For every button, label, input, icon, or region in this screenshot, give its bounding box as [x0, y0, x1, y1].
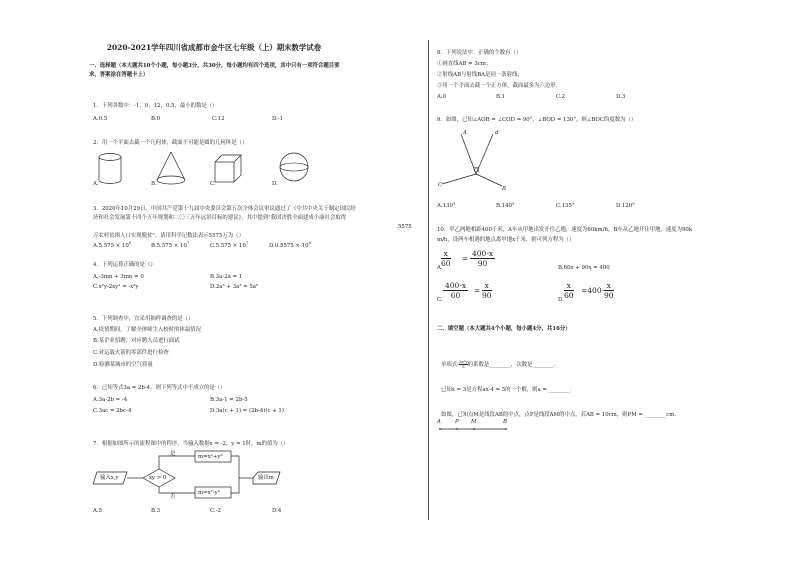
- section1-heading: 一、选择题（本大题共10个小题，每小题3分，共30分，每小题均有四个选项，其中只有一项符合题目要: [89, 63, 340, 69]
- q9-option-b[interactable]: B.140°: [496, 203, 515, 209]
- q2-stem: 2．用一个平面去截一个几何体，截面不可能是圆的几何体是（）: [93, 140, 248, 146]
- q10-c-equals: =: [474, 286, 481, 295]
- q3-option-a[interactable]: $A.5.575 \times 10^6$: [93, 240, 132, 249]
- q4-option-d[interactable]: D.2a³ + 3a³ = 5a⁶: [210, 284, 259, 290]
- q10-a-equals: =: [462, 254, 469, 263]
- q7-option-d[interactable]: D.4: [272, 508, 282, 514]
- q10-c-frac1: $\frac{400-x}{60}$: [445, 281, 467, 300]
- q1-option-b[interactable]: B.0: [151, 116, 161, 122]
- q1-option-a[interactable]: A.0.5: [93, 116, 108, 122]
- q8-stem: 8．下列说法中：正确的个数有（）: [437, 50, 522, 56]
- q3-option-c[interactable]: $C.5.575 \times 10^7$: [210, 240, 249, 249]
- q6-option-a[interactable]: A.3a-2b = -4: [93, 397, 128, 403]
- q3-line4: 万农村贫困人口实现脱贫"。请用科学记数法表示5575万为（）: [93, 233, 244, 239]
- flow-output: 输出m: [258, 475, 274, 481]
- q1-option-c[interactable]: C.12: [212, 116, 225, 122]
- column-divider: [428, 40, 429, 520]
- q8-statement-1: ①画直线AB = 3cm；: [437, 61, 492, 67]
- q3-option-d[interactable]: $D.0.5575 \times 10^8$: [269, 240, 312, 249]
- q10-option-d-label[interactable]: D.: [558, 297, 564, 303]
- q8-option-d[interactable]: D.3: [616, 94, 626, 100]
- q7-option-a[interactable]: A.5: [93, 508, 103, 514]
- page-title: 2020-2021学年四川省成都市金牛区七年级（上）期末数学试卷: [106, 43, 322, 52]
- q10-c-frac2: $\frac{x}{90}$: [482, 281, 492, 300]
- q10-d-frac2: $\frac{x}{90}$: [604, 281, 614, 300]
- q10-a-frac1: $\frac{x}{60}$: [441, 249, 451, 268]
- q8-option-a[interactable]: A.0: [437, 94, 447, 100]
- q7-option-c[interactable]: C.-2: [210, 508, 221, 514]
- q12-text: 已知x = 3是方程ax-4 = 5的一个解，则a = ________．: [441, 387, 576, 393]
- q7-option-b[interactable]: B.3: [151, 508, 161, 514]
- sphere-figure: [277, 150, 311, 186]
- q9-label-a: A: [463, 130, 467, 136]
- q5-option-c[interactable]: C.对运载火箭的零部件进行检查: [93, 350, 169, 356]
- q3-line2: 济和社会发展第十四个五年规划和二〇三五年远景目标的建议》，其中提到"我国决胜全面建成小康社会取得: [93, 215, 347, 221]
- q10-line1: 10．甲乙两地相距400千米，A车从甲地出发开往乙地，速度为60km/h，B车从乙地开往甲地，速度为90k: [437, 227, 693, 233]
- section1-heading-cont: 求，答案涂在答题卡上）: [89, 72, 149, 78]
- flow-condition: xy > 0: [149, 475, 167, 481]
- q9-label-d: d: [495, 130, 499, 136]
- q10-a-frac2: $\frac{400-x}{90}$: [472, 249, 494, 268]
- q6-option-c[interactable]: C.3ac = 2bc-4: [93, 408, 132, 414]
- q5-option-a[interactable]: A.疫情期间，了解全体师生入校时的体温情况: [93, 327, 202, 333]
- q9-stem: 9．如图，已知∠AOB = ∠COD = 90°，∠BOD = 130°，则∠BOC的度数为（）: [437, 117, 637, 123]
- q11-text: 单项式- $\frac{\text{3x²y}}{5}$ 的系数是________，次数是________．: [441, 359, 560, 369]
- q1-stem: 1．下列各数中：-1，0，12，0.5，最小的数是（）: [93, 103, 218, 109]
- q2-option-b[interactable]: B.: [151, 181, 157, 187]
- cylinder-figure: [96, 152, 126, 186]
- cube-figure: [213, 153, 243, 185]
- q13-label-p: P: [455, 419, 459, 425]
- q5-option-b[interactable]: B.某企业招聘，对应聘人员进行面试: [93, 338, 180, 344]
- q4-option-a[interactable]: A.-3mn + 3mn = 0: [93, 274, 144, 280]
- q9-label-o: O: [474, 168, 479, 174]
- flow-bottom-box: m=x²-y²: [198, 490, 220, 496]
- q9-option-d[interactable]: D.120°: [616, 203, 635, 209]
- q6-stem: 6．已知等式3a = 2b-4，则下列等式中不成立的是（）: [93, 385, 226, 391]
- q8-option-c[interactable]: C.2: [556, 94, 566, 100]
- cone-figure: [154, 150, 188, 188]
- q5-stem: 5．下列调查中，宜采用抽样调查的是（）: [93, 316, 194, 322]
- flow-input: 输入x,y: [100, 475, 119, 481]
- q13-label-b: B: [503, 419, 507, 425]
- q4-option-c[interactable]: C.x²y-2xy² = -x²y: [93, 284, 139, 290]
- q9-option-c[interactable]: C.135°: [556, 203, 575, 209]
- q8-statement-2: ②射线AB与射线BA是同一条射线；: [437, 72, 523, 78]
- q10-option-c-label[interactable]: C.: [437, 297, 443, 303]
- q6-option-d[interactable]: D.3a(c + 1) = (2b-4)(c + 1): [210, 408, 284, 414]
- q13-text: 如图，已知点M是线段AB的中点，点P是线段AM的中点，若AB = 10cm，则PM = ________cm．: [441, 412, 680, 418]
- q8-option-b[interactable]: B.1: [496, 94, 506, 100]
- flow-top-box: m=x²+y²: [198, 454, 223, 460]
- q9-label-c: C: [438, 182, 443, 188]
- q13-label-a: A: [437, 419, 441, 425]
- q10-line2: m/h，设两车相遇的地点离甲地x千米，则可列方程为（）: [437, 237, 575, 243]
- q3-line3-number: 5575: [398, 224, 412, 230]
- q4-option-b[interactable]: B.3a-2a = 1: [210, 274, 243, 280]
- q4-stem: 4．下列运算正确的是（）: [93, 262, 156, 268]
- flow-no-label: 否: [170, 494, 176, 500]
- q9-option-a[interactable]: A.130°: [437, 203, 456, 209]
- flow-yes-label: 是: [170, 451, 176, 457]
- q10-d-frac1: $\frac{x}{60}$: [564, 281, 574, 300]
- q8-statement-3: ③用一个平面去截一个正方体，截面最多为六边形．: [437, 83, 561, 89]
- q10-option-b[interactable]: B.60x + 90x = 400: [558, 265, 610, 271]
- section2-heading: 二、填空题（本大题共4个小题，每小题4分，共16分）: [437, 326, 571, 332]
- q2-option-d[interactable]: D.: [272, 181, 278, 187]
- q7-stem: 7．根据如图所示的流程图中的程序，当输入数据x = -2，y = 1时，m的值为（）: [93, 441, 289, 447]
- q5-option-d[interactable]: D.检测某城市的空气质量: [93, 362, 153, 368]
- q9-label-b: B: [502, 186, 506, 192]
- q3-option-b[interactable]: $B.5.575 \times 10^7$: [151, 240, 190, 249]
- q6-option-b[interactable]: B.3a-1 = 2b-5: [210, 397, 248, 403]
- q2-option-c[interactable]: C.: [210, 181, 216, 187]
- q2-option-a[interactable]: A.: [93, 181, 99, 187]
- q1-option-d[interactable]: D.-1: [272, 116, 284, 122]
- q10-d-equals: =400-: [581, 286, 605, 295]
- q10-option-a-label[interactable]: A.: [437, 265, 443, 271]
- q13-label-m: M: [471, 419, 477, 425]
- q3-line1: 3．2020年10月29日，中国共产党第十九届中央委员会第五次全体会议审议通过了《中共中央关于制定国民经: [93, 206, 356, 212]
